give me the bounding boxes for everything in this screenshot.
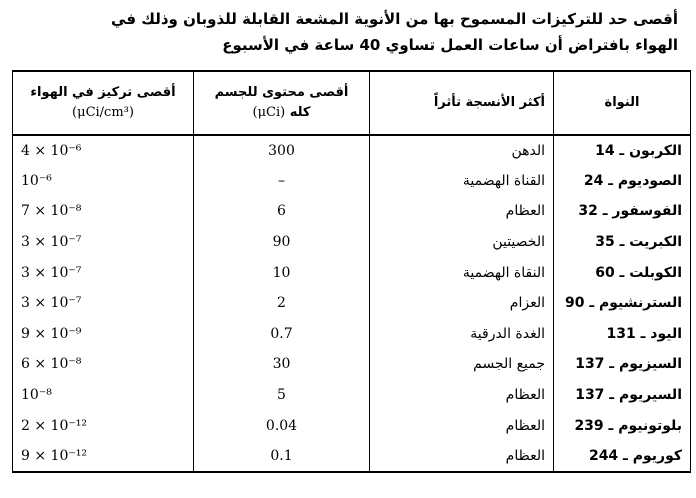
table-row: [13, 196, 691, 227]
table-row: [13, 166, 691, 197]
table-row: [13, 410, 691, 441]
title-line-1: أقصى حد للتركيزات المسموح بها من الأنوية المشعة القابلة للذوبان وذلك في: [111, 10, 678, 28]
air-concentration-cell: 9 × 10⁻⁹: [13, 319, 194, 350]
header-body-content: [194, 71, 370, 135]
nuclide-cell: اليود ـ 131: [554, 319, 691, 350]
title-line-2: الهواء بافتراض أن ساعات العمل تساوي 40 ساعة في الأسبوع: [222, 36, 678, 54]
air-concentration-cell: 4 × 10⁻⁶: [13, 135, 194, 166]
body-content-cell: 0.04: [194, 410, 370, 441]
nuclide-cell: الكوبلت ـ 60: [554, 257, 691, 288]
nuclide-cell: السترنشيوم ـ 90: [554, 288, 691, 319]
nuclide-cell: الصوديوم ـ 24: [554, 166, 691, 197]
nuclide-cell: كوريوم ـ 244: [554, 441, 691, 472]
body-content-cell: 300: [194, 135, 370, 166]
organ-cell: العظام: [370, 196, 554, 227]
table-row: [13, 227, 691, 258]
air-concentration-cell: 3 × 10⁻⁷: [13, 227, 194, 258]
header-body-content-unit: (μCi): [252, 105, 286, 120]
nuclide-cell: السيزيوم ـ 137: [554, 349, 691, 380]
organ-cell: العظام: [370, 441, 554, 472]
air-concentration-cell: 10⁻⁸: [13, 380, 194, 411]
table-row: [13, 257, 691, 288]
body-content-cell: 90: [194, 227, 370, 258]
organ-cell: النقاة الهضمية: [370, 257, 554, 288]
nuclide-cell: الكربون ـ 14: [554, 135, 691, 166]
header-air-concentration-line1: أقصى تركيز في الهواء: [30, 85, 176, 100]
header-air-concentration: [13, 71, 194, 135]
organ-cell: العظام: [370, 380, 554, 411]
body-content-cell: 2: [194, 288, 370, 319]
table-row: [13, 349, 691, 380]
header-row: [13, 71, 691, 135]
air-concentration-cell: 7 × 10⁻⁸: [13, 196, 194, 227]
table-row: [13, 441, 691, 472]
organ-cell: الغدة الدرقية: [370, 319, 554, 350]
table-row: [13, 288, 691, 319]
air-concentration-cell: 6 × 10⁻⁸: [13, 349, 194, 380]
air-concentration-cell: 3 × 10⁻⁷: [13, 288, 194, 319]
header-organ: أكثر الأنسجة تأثراً: [370, 71, 554, 135]
table-row: [13, 380, 691, 411]
organ-cell: العزام: [370, 288, 554, 319]
nuclide-cell: الفوسفور ـ 32: [554, 196, 691, 227]
organ-cell: جميع الجسم: [370, 349, 554, 380]
header-body-content-line1: أقصى محتوى للجسم: [214, 85, 349, 100]
organ-cell: العظام: [370, 410, 554, 441]
body-content-cell: 5: [194, 380, 370, 411]
nuclide-cell: بلوتونيوم ـ 239: [554, 410, 691, 441]
nuclide-cell: الكبريت ـ 35: [554, 227, 691, 258]
air-concentration-cell: 9 × 10⁻¹²: [13, 441, 194, 472]
organ-cell: الخصيتين: [370, 227, 554, 258]
body-content-cell: 10: [194, 257, 370, 288]
header-air-concentration-unit: (μCi/cm³): [72, 105, 134, 120]
organ-cell: القناة الهضمية: [370, 166, 554, 197]
table-row: [13, 135, 691, 166]
table-row: [13, 319, 691, 350]
body-content-cell: 0.7: [194, 319, 370, 350]
organ-cell: الدهن: [370, 135, 554, 166]
body-content-cell: 30: [194, 349, 370, 380]
body-content-cell: 6: [194, 196, 370, 227]
body-content-cell: 0.1: [194, 441, 370, 472]
air-concentration-cell: 2 × 10⁻¹²: [13, 410, 194, 441]
header-body-content-line2: [202, 103, 361, 123]
nuclide-cell: السيريوم ـ 137: [554, 380, 691, 411]
header-body-content-text: كله: [289, 105, 311, 120]
table-title: [20, 6, 678, 58]
air-concentration-cell: 10⁻⁶: [13, 166, 194, 197]
air-concentration-cell: 3 × 10⁻⁷: [13, 257, 194, 288]
body-content-cell: –: [194, 166, 370, 197]
header-nuclide: النواة: [554, 71, 691, 135]
radionuclide-table: [12, 70, 691, 473]
